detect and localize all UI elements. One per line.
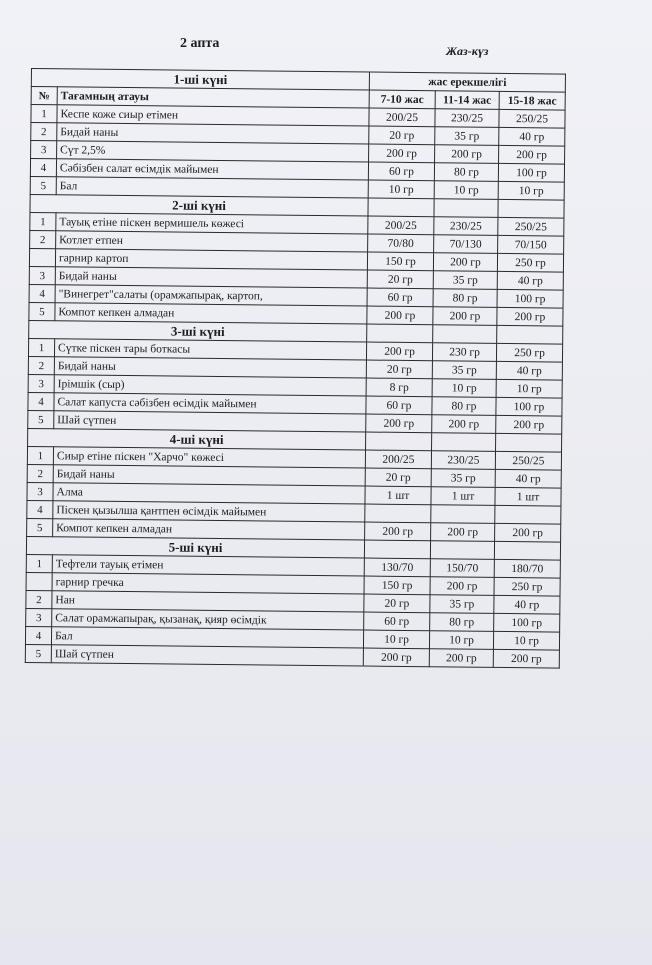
dish-name: Салат капуста сәбізбен өсімдік майымен	[54, 393, 366, 414]
empty-cell	[497, 325, 563, 344]
portion-value: 200 гр	[433, 307, 497, 326]
menu-body	[25, 105, 565, 669]
empty-cell	[498, 199, 564, 218]
portion-value: 80 гр	[433, 289, 497, 308]
row-number: 4	[25, 626, 51, 644]
portion-value: 200 гр	[366, 414, 432, 433]
portion-value: 40 гр	[497, 271, 563, 290]
portion-value: 200 гр	[430, 577, 494, 596]
row-number: 2	[26, 590, 52, 608]
age-group-title: жас ерекшелігі	[369, 72, 565, 92]
portion-value: 230/25	[435, 109, 499, 128]
empty-cell	[494, 541, 560, 560]
portion-value: 10 гр	[434, 181, 498, 200]
portion-value: 20 гр	[369, 126, 435, 145]
row-number: 1	[26, 554, 52, 572]
row-number: 3	[26, 608, 52, 626]
empty-cell	[432, 433, 496, 452]
portion-value: 10 гр	[429, 631, 493, 650]
portion-value: 250/25	[495, 451, 561, 470]
portion-value: 230 гр	[432, 343, 496, 362]
portion-value: 200 гр	[496, 415, 562, 434]
dish-name: Компот кепкен алмадан	[53, 519, 365, 540]
portion-value: 80 гр	[434, 163, 498, 182]
age-header-15-18: 15-18 жас	[499, 91, 565, 110]
row-number: 3	[31, 141, 57, 159]
portion-value: 35 гр	[431, 469, 495, 488]
empty-cell	[366, 432, 432, 451]
dish-name: гарнир картоп	[55, 249, 367, 270]
row-number: 5	[30, 176, 56, 194]
dish-name: Сүт 2,5%	[57, 141, 369, 162]
dish-name: Бал	[51, 627, 363, 648]
portion-value: 20 гр	[367, 270, 433, 289]
empty-cell	[433, 325, 497, 344]
dish-name: Салат орамжапырақ, қызанақ, қияр өсімдік	[52, 609, 364, 630]
portion-value: 40 гр	[495, 469, 561, 488]
portion-value: 40 гр	[494, 595, 560, 614]
portion-value: 200 гр	[363, 648, 429, 667]
dish-name: Котлет етпен	[56, 231, 368, 252]
row-number: 5	[29, 302, 55, 320]
row-number	[26, 572, 52, 590]
day-title-3: 3-ші күні	[29, 320, 367, 342]
row-number: 4	[30, 159, 56, 177]
portion-value: 60 гр	[364, 612, 430, 631]
day-title-4: 4-ші күні	[28, 428, 366, 450]
dish-name: Компот кепкен алмадан	[55, 303, 367, 324]
portion-value: 150/70	[430, 559, 494, 578]
season-label: Жаз-күз	[446, 44, 489, 58]
portion-value: 230/25	[431, 451, 495, 470]
row-number: 2	[28, 356, 54, 374]
row-number: 1	[28, 338, 54, 356]
portion-value: 60 гр	[368, 162, 434, 181]
row-number: 5	[27, 518, 53, 536]
empty-cell	[368, 198, 434, 217]
row-number: 3	[29, 266, 55, 284]
age-header-11-14: 11-14 жас	[435, 91, 499, 110]
portion-value: 1 шт	[365, 486, 431, 505]
portion-value: 100 гр	[494, 613, 560, 632]
portion-value: 1 шт	[431, 487, 495, 506]
dish-name: гарнир гречка	[52, 573, 364, 594]
portion-value: 10 гр	[493, 631, 559, 650]
portion-value: 10 гр	[496, 379, 562, 398]
portion-value: 250 гр	[496, 343, 562, 362]
portion-value: 35 гр	[435, 127, 499, 146]
row-number: 1	[27, 446, 53, 464]
dish-name: Сәбізбен салат өсімдік майымен	[56, 159, 368, 180]
portion-value: 200 гр	[495, 523, 561, 542]
portion-value: 70/80	[368, 234, 434, 253]
portion-value: 200 гр	[431, 523, 495, 542]
portion-value: 200/25	[369, 108, 435, 127]
day-title-5: 5-ші күні	[26, 536, 364, 558]
portion-value: 60 гр	[367, 288, 433, 307]
portion-value: 200 гр	[369, 144, 435, 163]
row-number: 1	[31, 105, 57, 123]
portion-value: 40 гр	[496, 361, 562, 380]
dish-name: Сиыр етіне піскен "Харчо" көжесі	[53, 447, 365, 468]
dish-name: Шай сүтпен	[51, 645, 363, 666]
portion-value: 200 гр	[499, 145, 565, 164]
portion-value: 200 гр	[366, 342, 432, 361]
portion-value: 200 гр	[429, 649, 493, 668]
portion-value: 10 гр	[368, 180, 434, 199]
portion-value	[365, 504, 431, 523]
portion-value: 10 гр	[498, 181, 564, 200]
portion-value	[495, 505, 561, 524]
age-header-7-10: 7-10 жас	[369, 90, 435, 109]
portion-value: 20 гр	[366, 360, 432, 379]
dish-name: Сүтке піскен тары боткасы	[54, 339, 366, 360]
row-number	[29, 248, 55, 266]
portion-value: 10 гр	[432, 379, 496, 398]
dish-name: Піскен қызылша қантпен өсімдік майымен	[53, 501, 365, 522]
portion-value: 150 гр	[364, 576, 430, 595]
portion-value: 200 гр	[432, 415, 496, 434]
portion-value: 35 гр	[432, 361, 496, 380]
dish-name: Тауық етіне піскен вермишель көжесі	[56, 213, 368, 234]
portion-value: 35 гр	[430, 595, 494, 614]
portion-value: 100 гр	[496, 397, 562, 416]
portion-value: 200 гр	[365, 522, 431, 541]
empty-cell	[364, 540, 430, 559]
portion-value: 180/70	[494, 559, 560, 578]
portion-value: 80 гр	[432, 397, 496, 416]
row-number: 2	[27, 464, 53, 482]
dish-name: Кеспе коже сиыр етімен	[57, 105, 369, 126]
dish-name: Ірімшік (сыр)	[54, 375, 366, 396]
menu-table	[25, 68, 566, 669]
dish-name: Шай сүтпен	[54, 411, 366, 432]
portion-value: 40 гр	[499, 127, 565, 146]
name-header: Тағамның атауы	[57, 87, 369, 108]
portion-value: 250/25	[498, 217, 564, 236]
portion-value: 70/150	[498, 235, 564, 254]
portion-value: 150 гр	[367, 252, 433, 271]
portion-value: 100 гр	[497, 289, 563, 308]
portion-value: 200 гр	[433, 253, 497, 272]
day-title-1: 1-ші күні	[31, 69, 369, 91]
dish-name: "Винегрет"салаты (орамжапырақ, картоп,	[55, 285, 367, 306]
row-number: 3	[27, 482, 53, 500]
row-number: 5	[25, 644, 51, 662]
week-label: 2 апта	[180, 36, 220, 51]
dish-name: Бал	[56, 177, 368, 198]
portion-value: 8 гр	[366, 378, 432, 397]
dish-name: Тефтели тауық етімен	[52, 555, 364, 576]
portion-value: 20 гр	[364, 594, 430, 613]
portion-value	[431, 505, 495, 524]
portion-value: 20 гр	[365, 468, 431, 487]
row-number: 4	[29, 284, 55, 302]
row-number: 4	[27, 500, 53, 518]
portion-value: 80 гр	[430, 613, 494, 632]
row-number: 4	[28, 392, 54, 410]
portion-value: 250 гр	[497, 253, 563, 272]
empty-cell	[434, 199, 498, 218]
dish-name: Бидай наны	[57, 123, 369, 144]
row-number: 3	[28, 374, 54, 392]
menu-table-wrapper	[25, 68, 565, 669]
portion-value: 70/130	[434, 235, 498, 254]
portion-value: 200 гр	[497, 307, 563, 326]
portion-value: 200/25	[368, 216, 434, 235]
dish-name: Бидай наны	[54, 357, 366, 378]
portion-value: 230/25	[434, 217, 498, 236]
portion-value: 200 гр	[493, 649, 559, 668]
dish-name: Нан	[52, 591, 364, 612]
portion-value: 130/70	[364, 558, 430, 577]
num-header: №	[31, 87, 57, 105]
dish-name: Бидай наны	[55, 267, 367, 288]
empty-cell	[367, 324, 433, 343]
portion-value: 1 шт	[495, 487, 561, 506]
portion-value: 60 гр	[366, 396, 432, 415]
portion-value: 200 гр	[435, 145, 499, 164]
portion-value: 200 гр	[367, 306, 433, 325]
row-number: 2	[31, 123, 57, 141]
empty-cell	[430, 541, 494, 560]
portion-value: 250/25	[499, 109, 565, 128]
row-number: 1	[30, 212, 56, 230]
dish-name: Алма	[53, 483, 365, 504]
row-number: 2	[30, 230, 56, 248]
row-number: 5	[28, 410, 54, 428]
portion-value: 250 гр	[494, 577, 560, 596]
portion-value: 200/25	[365, 450, 431, 469]
dish-name: Бидай наны	[53, 465, 365, 486]
portion-value: 100 гр	[498, 163, 564, 182]
empty-cell	[496, 433, 562, 452]
day-title-2: 2-ші күні	[30, 194, 368, 216]
portion-value: 35 гр	[433, 271, 497, 290]
portion-value: 10 гр	[363, 630, 429, 649]
